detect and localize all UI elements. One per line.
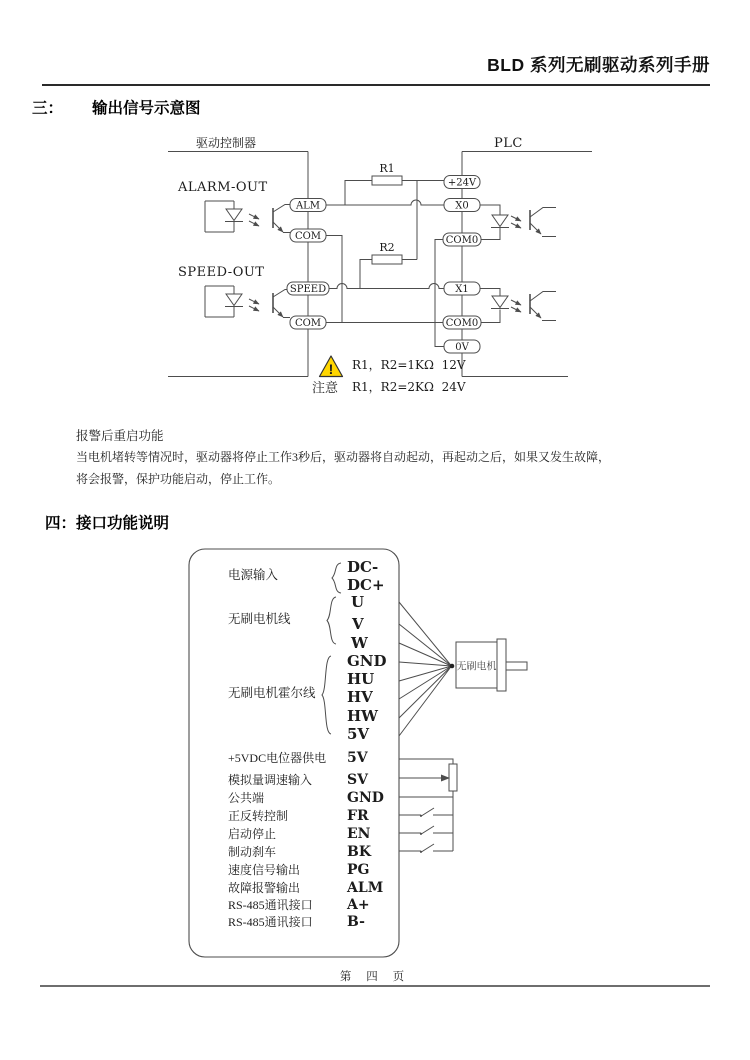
pin-dc-plus: DC+ (347, 576, 385, 594)
terminal-com2: COM (294, 318, 322, 329)
warning-exclamation: ! (328, 361, 334, 377)
pin-gnd-hall: GND (347, 652, 387, 670)
potentiometer-icon (399, 759, 457, 797)
terminal-com0b: COM0 (445, 318, 479, 329)
plc-frame (462, 152, 592, 377)
group-power-label: 电源输入 (228, 568, 279, 582)
restart-note-title: 报警后重启功能 (76, 429, 164, 443)
terminal-speed: SPEED (289, 284, 327, 295)
terminal-24v: +24V (447, 177, 477, 189)
terminal-com0a: COM0 (445, 235, 479, 246)
pin-5v-hall: 5V (347, 725, 370, 743)
row-label-1: 模拟量调速输入 (228, 773, 313, 787)
row-pin-fr: FR (347, 808, 369, 824)
row-pin-alm: ALM (347, 880, 384, 896)
restart-note-line2: 将会报警，保护功能启动，停止工作。 (76, 472, 281, 486)
row-label-6: 速度信号输出 (228, 863, 301, 877)
terminal-x1: X1 (455, 284, 469, 295)
row-pin-bk: BK (347, 844, 372, 860)
row-pin-gnd: GND (347, 790, 384, 806)
section4-title: 四：接口功能说明 (45, 515, 170, 532)
section3-number: 三： (32, 100, 64, 117)
row-pin-sv: SV (347, 772, 368, 788)
speed-optocoupler-icon (205, 286, 290, 318)
terminal-x0: X0 (455, 200, 469, 212)
row-label-2: 公共端 (228, 791, 265, 805)
row-pin-pg: PG (347, 862, 370, 878)
terminal-0v: 0V (455, 342, 469, 353)
page-title: BLD 系列无刷驱动系列手册 (487, 55, 710, 75)
alarm-optocoupler-icon (205, 201, 291, 233)
brace-icons (322, 563, 341, 734)
row-pin-en: EN (347, 826, 371, 842)
warning-note (312, 356, 466, 395)
warning-line-1: R1，R2=1KΩ 12V (352, 358, 466, 372)
resistor-r2 (372, 241, 402, 264)
resistor-r2-label: R2 (379, 241, 395, 254)
pin-dc-minus: DC- (347, 558, 379, 576)
group-motor-label: 无刷电机线 (228, 612, 291, 626)
interface-diagram (0, 540, 750, 970)
row-pin-a-plus: A+ (347, 897, 370, 913)
plc-input-x1-optocoupler-icon (480, 289, 556, 323)
row-label-8: RS-485通讯接口 (228, 898, 313, 912)
row-label-0: +5VDC电位器供电 (228, 751, 327, 765)
footer-page-number: 第 四 页 (339, 971, 411, 983)
group-hall-label: 无刷电机霍尔线 (228, 686, 316, 700)
speed-out-label: SPEED-OUT (178, 265, 265, 280)
row-label-9: RS-485通讯接口 (228, 915, 313, 929)
row-pin-b-minus: B- (347, 914, 365, 930)
resistor-r1 (372, 162, 402, 185)
restart-note-line1: 当电机堵转等情况时，驱动器将停止工作3秒后，驱动器将自动起动，再起动之后，如果又发生故障， (76, 450, 611, 464)
warning-label: 注意 (312, 380, 339, 395)
row-pin-5v: 5V (347, 750, 368, 766)
terminal-com1: COM (294, 231, 322, 242)
row-label-4: 启动停止 (228, 827, 277, 841)
plc-input-x0-optocoupler-icon (480, 205, 556, 240)
brushless-motor-icon (456, 639, 527, 691)
header-rule (42, 84, 710, 86)
pin-v: V (352, 615, 364, 633)
footer-rule (40, 985, 710, 987)
row-label-7: 故障报警输出 (228, 881, 301, 895)
switch-icons (399, 797, 453, 853)
alarm-out-label: ALARM-OUT (178, 180, 268, 195)
pin-w: W (351, 634, 368, 652)
pin-hw: HW (347, 707, 379, 725)
output-signal-diagram (0, 130, 750, 415)
resistor-r1-label: R1 (379, 162, 395, 175)
section3-title: 输出信号示意图 (92, 100, 201, 117)
pin-hv: HV (347, 688, 373, 706)
warning-line-2: R1，R2=2KΩ 24V (352, 380, 466, 394)
row-label-5: 制动刹车 (228, 845, 277, 859)
terminal-alm: ALM (295, 200, 321, 212)
motor-label: 无刷电机 (456, 661, 497, 673)
driver-label: 驱动控制器 (196, 136, 257, 150)
plc-label: PLC (494, 136, 523, 151)
pin-hu: HU (347, 670, 375, 688)
motor-wires (399, 602, 454, 736)
row-label-3: 正反转控制 (228, 809, 289, 823)
pin-u: U (351, 593, 365, 611)
